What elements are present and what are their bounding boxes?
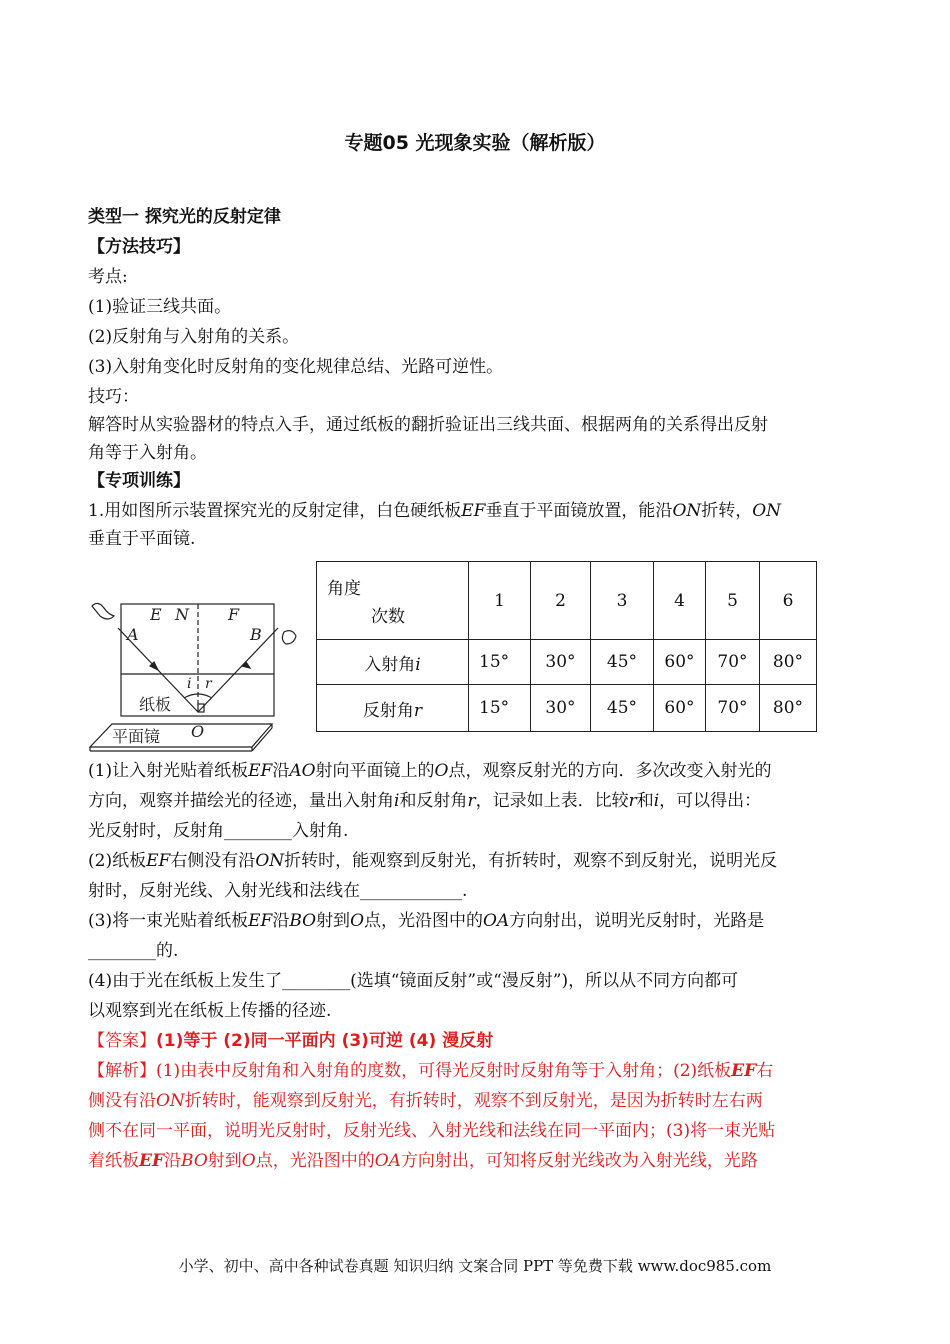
- table-cell: 60°: [654, 685, 706, 732]
- analysis-line-4: 着纸板EF沿BO射到O点，光沿图中的OA方向射出，可知将反射光线改为入射光线，光路: [88, 1151, 758, 1171]
- table-cell: 80°: [760, 685, 817, 732]
- part-2-line-1: (2)纸板EF右侧没有沿ON折转时，能观察到反射光，有折转时，观察不到反射光，说明光反: [88, 851, 778, 871]
- reflection-apparatus-figure: [84, 596, 316, 756]
- reflected-arrow: [242, 662, 250, 668]
- part-3-line-1: (3)将一束光贴着纸板EF沿BO射到O点，光沿图中的OA方向射出，说明光反射时，光路是: [88, 911, 765, 931]
- part-4-line-1: (4)由于光在纸板上发生了________(选填“镜面反射”或“漫反射”)，所以从不同方向都可: [88, 971, 739, 991]
- row-label-reflected: 反射角r: [317, 685, 469, 732]
- jiqiao-label: 技巧：: [88, 387, 139, 407]
- label-i: i: [187, 676, 192, 692]
- answer-line: 【答案】(1)等于 (2)同一平面内 (3)可逆 (4) 漫反射: [88, 1031, 494, 1051]
- part-1-line-2: 方向，观察并描绘光的径迹，量出入射角i和反射角r，记录如上表．比较r和i，可以得出：: [88, 791, 762, 811]
- part-2-line-2: 射时，反射光线、入射光线和法线在____________.: [88, 881, 468, 901]
- table-cell: 60°: [654, 640, 706, 685]
- table-corner: 角度 次数: [317, 562, 469, 640]
- label-F: F: [228, 605, 240, 624]
- label-O: O: [191, 722, 205, 741]
- label-board: 纸板: [139, 695, 172, 714]
- reflected-ray: [198, 628, 278, 712]
- table-cell: 45°: [591, 685, 654, 732]
- label-N: N: [175, 605, 189, 624]
- question-1-line-2: 垂直于平面镜.: [88, 529, 196, 549]
- table-header-cell: 2: [531, 562, 591, 640]
- row-label-incident: 入射角i: [317, 640, 469, 685]
- section-heading: 类型一 探究光的反射定律: [88, 207, 281, 227]
- table-cell: 30°: [531, 640, 591, 685]
- question-1-line-1: 1.用如图所示装置探究光的反射定律，白色硬纸板EF垂直于平面镜放置，能沿ON折转，ON: [88, 501, 782, 521]
- part-3-line-2: ________的.: [88, 941, 179, 961]
- table-header-cell: 1: [469, 562, 531, 640]
- table-header-cell: 4: [654, 562, 706, 640]
- part-4-line-2: 以观察到光在纸板上传播的径迹.: [88, 1001, 332, 1021]
- jiqiao-line-1: 解答时从实验器材的特点入手，通过纸板的翻折验证出三线共面、根据两角的关系得出反射: [88, 415, 768, 435]
- table-cell: 15°: [469, 640, 531, 685]
- table-header-cell: 6: [760, 562, 817, 640]
- table-cell: 70°: [706, 640, 760, 685]
- point-2: (2)反射角与入射角的关系。: [88, 327, 300, 347]
- analysis-line-1: 【解析】(1)由表中反射角和入射角的度数，可得光反射时反射角等于入射角；(2)纸板EF右: [88, 1061, 774, 1081]
- table-header-cell: 3: [591, 562, 654, 640]
- training-heading: 【专项训练】: [88, 471, 190, 491]
- method-heading: 【方法技巧】: [88, 237, 190, 257]
- table-cell: 70°: [706, 685, 760, 732]
- table-header-cell: 5: [706, 562, 760, 640]
- label-B: B: [250, 625, 262, 644]
- part-1-line-3: 光反射时，反射角________入射角.: [88, 821, 349, 841]
- kaodian-label: 考点:: [88, 267, 128, 287]
- point-1: (1)验证三线共面。: [88, 297, 232, 317]
- table-cell: 30°: [531, 685, 591, 732]
- table-cell: 45°: [591, 640, 654, 685]
- data-table: [316, 561, 817, 732]
- footer: 小学、初中、高中各种试卷真题 知识归纳 文案合同 PPT 等免费下载 www.doc985.com: [178, 1257, 772, 1275]
- table-cell: 15°: [469, 685, 531, 732]
- jiqiao-line-2: 角等于入射角。: [88, 443, 207, 463]
- part-1-line-1: (1)让入射光贴着纸板EF沿AO射向平面镜上的O点，观察反射光的方向．多次改变入射光的: [88, 761, 772, 781]
- label-E: E: [150, 605, 162, 624]
- table-cell: 80°: [760, 640, 817, 685]
- label-mirror: 平面镜: [112, 727, 161, 746]
- analysis-line-3: 侧不在同一平面，说明光反射时，反射光线、入射光线和法线在同一平面内；(3)将一束光贴: [88, 1121, 776, 1141]
- label-r: r: [205, 676, 212, 692]
- page-title: 专题05 光现象实验（解析版）: [344, 132, 606, 154]
- analysis-line-2: 侧没有沿ON折转时，能观察到反射光，有折转时，观察不到反射光，是因为折转时左右两: [88, 1091, 763, 1111]
- label-A: A: [127, 625, 139, 644]
- point-3: (3)入射角变化时反射角的变化规律总结、光路可逆性。: [88, 357, 504, 377]
